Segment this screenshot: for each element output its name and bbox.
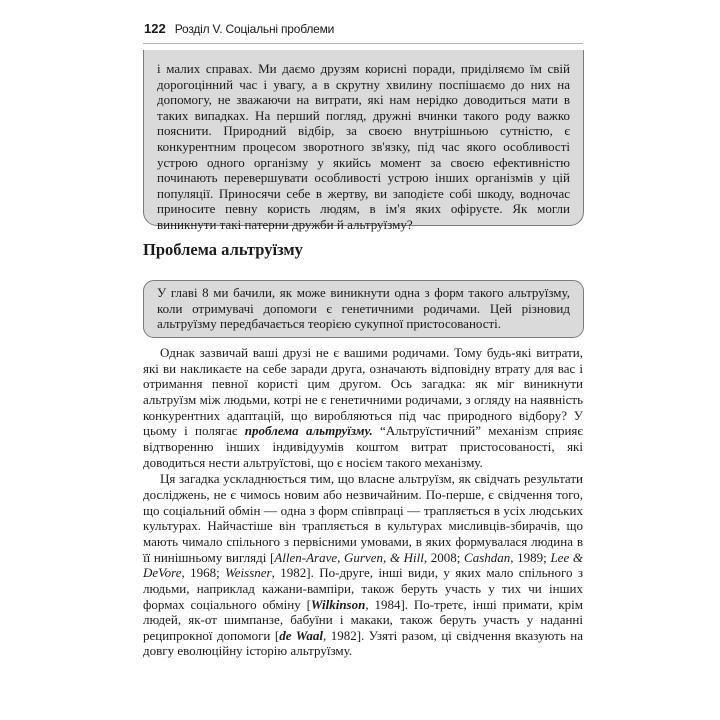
continued-sidebar-box: [143, 50, 584, 232]
citation-author: Allen-Arave, Gurven, & Hill: [274, 549, 424, 565]
paragraph-text: , 2008;: [423, 549, 465, 565]
paragraph-text: Ця загадка ускладнюється тим, що власне альтруїзм, як свідчать результати досліджень, не є чимось новим або незвичайним. По-перше, є свідчення того, що соціальний обмін — одна з форм співпраці — трапляється в усіх людських культурах. Найчастіше він трапляється в культурах мисливців-збирачів, що мають чимало спільного з первісними умовами, в яких формувалася людина в її нинішньому вигляді [: [143, 471, 583, 565]
citation-author: Lee & DeVore: [143, 549, 583, 581]
body-text: [143, 345, 583, 659]
paragraph-text: “Альтруїстичний” механізм сприяє відтворенню інших індивідуумів коштом витрат пристосованості, які доводиться нести альтруїстові, що є носієм такого механізму.: [143, 423, 583, 470]
paragraph-text: , 1982]. Узяті разом, ці свідчення вказують на довгу еволюційну історію альтруїзму.: [143, 627, 583, 659]
paragraph-text: , 1984]. По-третє, інші примати, крім людей, як-от шимпанзе, бабуїни і макаки, також беруть участь у наданні реципрокної допомоги [: [143, 596, 583, 643]
page-number: 122: [144, 21, 166, 36]
running-head: [144, 21, 584, 39]
key-term: проблема альтруїзму.: [244, 423, 373, 439]
summary-box: [143, 280, 584, 338]
paragraph-text: , 1989;: [510, 549, 551, 565]
citation-author: Wilkinson: [310, 596, 366, 612]
paragraph-text: , 1982]. По-друге, інші види, у яких мало спільного з людьми, наприклад кажани-вампіри, також беруть участь у тих чи інших формах соціального обміну [: [143, 565, 583, 612]
citation-author: Cashdan: [464, 549, 511, 565]
paragraph-text: Однак зазвичай ваші друзі не є вашими родичами. Тому будь-які витрати, які ви накликаєте на себе заради друга, означають відповідну втрату для вас і отримання певної користі цим другом. Ось загадка: як міг виникнути альтруїзм між людьми, котрі не є генетичними родичами, з огляду на наявність конкурентних адаптацій, що виробляються під час природного відбору? У цьому і полягає: [143, 345, 583, 439]
paragraph-text: , 1968;: [181, 565, 226, 581]
header-rule: [143, 43, 583, 44]
sidebar-text: і малих справах. Ми даємо друзям корисні поради, приділяємо їм свій дорогоцінний час і увагу, а в скрутну хвилину поспішаємо до них на допомогу, не зважаючи на витрати, які нам нерідко доводиться мати в таких випадках. На перший погляд, дружні вчинки такого роду важко пояснити. Природний відбір, за своєю внутрішньою сутністю, є конкурентним процесом зворотного зв'язку, під час якого особливості устрою одного організму у якийсь момент за своєю ефективністю починають перевершувати особливості устрою інших організмів у цій популяції. Приносячи себе в жертву, ви заподієте собі шкоду, водночас приносите певну користь людям, в ім'я яких офіруєте. Як могли виникнути такі патерни дружби й альтруїзму?: [157, 61, 570, 232]
citation-author: Weissner: [225, 565, 272, 581]
summary-text: У главі 8 ми бачили, як може виникнути одна з форм такого альтруїзму, коли отримувачі допомоги є генетичними родичами. Цей різновид альтруїзму передбачається теорією сукупної пристосованості.: [157, 285, 570, 332]
section-title: Розділ V. Соціальні проблеми: [174, 22, 335, 36]
citation-author: de Waal: [279, 627, 323, 643]
body-paragraph-1: [143, 345, 583, 470]
section-heading: Проблема альтруїзму: [143, 240, 303, 259]
body-paragraph-2: [143, 471, 583, 659]
